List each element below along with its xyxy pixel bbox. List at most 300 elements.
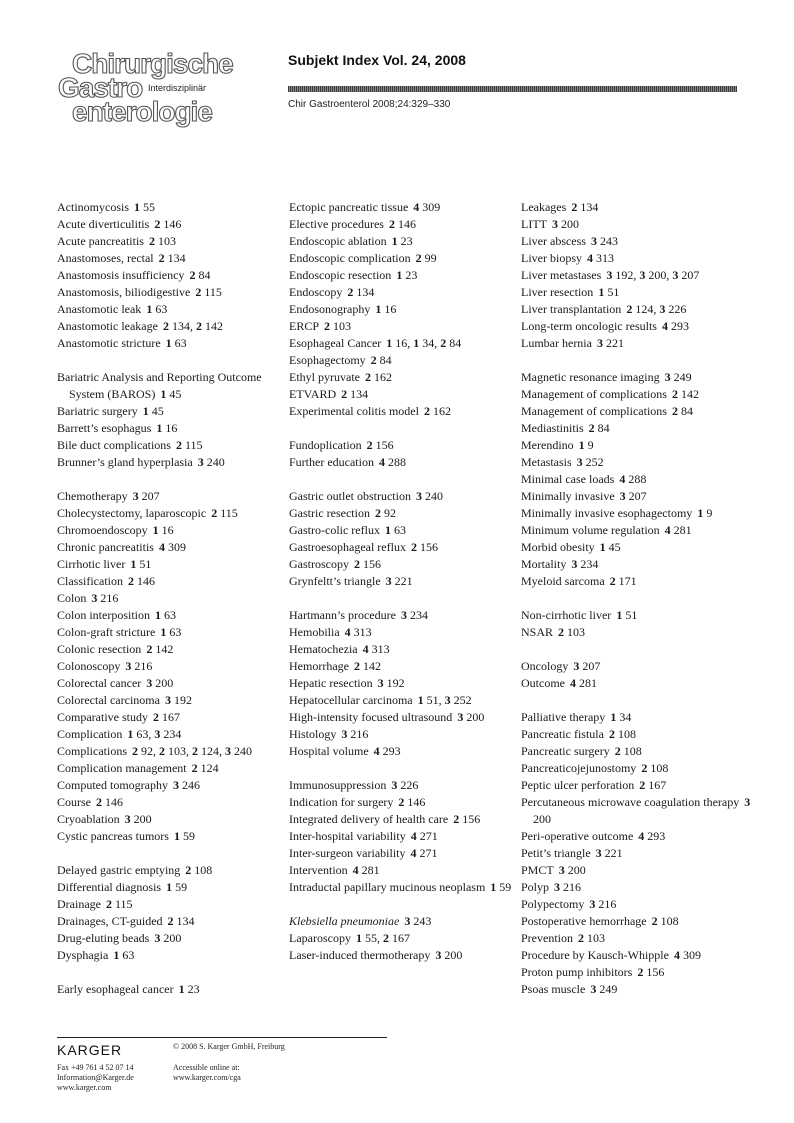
page-references — [416, 489, 443, 503]
index-entry — [289, 641, 517, 658]
index-entry — [289, 794, 517, 811]
page-references — [600, 540, 621, 554]
page-number: 200 — [155, 676, 174, 690]
index-term: Chemotherapy — [57, 489, 128, 503]
index-term: Dysphagia — [57, 948, 109, 962]
page-number: 156 — [375, 438, 394, 452]
issue-number: 2 — [364, 370, 371, 384]
page-number: 167 — [648, 778, 667, 792]
page-references: 3 192, 3 200, 3 207 — [606, 268, 700, 282]
index-term: Anastomotic stricture — [57, 336, 161, 350]
page-references — [411, 846, 438, 860]
page-number: 134 — [580, 200, 599, 214]
page-references — [578, 931, 605, 945]
index-term: Esophageal Cancer — [289, 336, 382, 350]
issue-number: 3 — [457, 710, 464, 724]
page-references — [146, 676, 173, 690]
index-entry — [57, 454, 282, 471]
issue-number: 3 — [639, 268, 646, 282]
index-term: Anastomotic leakage — [57, 319, 158, 333]
page-number: 51 — [607, 285, 620, 299]
issue-number: 4 — [373, 744, 380, 758]
index-term: Myeloid sarcoma — [521, 574, 605, 588]
page-references — [570, 676, 597, 690]
index-term: Colon — [57, 591, 87, 605]
index-entry — [289, 556, 517, 573]
index-term: Inter-surgeon variability — [289, 846, 406, 860]
issue-number: 1 — [160, 387, 167, 401]
page-references — [153, 523, 174, 537]
page-number: 9 — [706, 506, 713, 520]
page-references — [385, 523, 406, 537]
page-number: 84 — [680, 404, 693, 418]
index-entry — [57, 726, 282, 743]
page-number: 115 — [184, 438, 203, 452]
index-entry — [521, 199, 761, 216]
index-entry — [289, 624, 517, 641]
issue-number: 1 — [490, 880, 497, 894]
page-number: 313 — [596, 251, 614, 265]
index-entry — [521, 471, 761, 488]
page-references — [665, 370, 692, 384]
index-entry — [289, 403, 517, 420]
page-number: 23 — [187, 982, 200, 996]
page-number: 200 — [533, 812, 551, 826]
index-term: Barrett’s esophagus — [57, 421, 152, 435]
issue-number: 4 — [413, 200, 420, 214]
page-references — [130, 557, 151, 571]
issue-number: 1 — [130, 557, 137, 571]
page-references: 1 16, 1 34, 2 84 — [386, 336, 462, 350]
page-number: 207 — [141, 489, 160, 503]
index-entry — [289, 930, 517, 947]
index-term: Liver biopsy — [521, 251, 582, 265]
page-number: 63 — [122, 948, 135, 962]
index-term: Minimal case loads — [521, 472, 615, 486]
index-entry — [57, 709, 282, 726]
page-number: 293 — [382, 744, 401, 758]
page-number: 216 — [100, 591, 119, 605]
index-entry — [521, 743, 761, 760]
index-entry — [289, 811, 517, 828]
issue-number: 3 — [404, 914, 411, 928]
index-term: Liver resection — [521, 285, 594, 299]
issue-number: 1 — [616, 608, 623, 622]
issue-number: 2 — [159, 744, 165, 758]
index-term: NSAR — [521, 625, 554, 639]
index-term: Bariatric Analysis and Reporting Outcome System (BAROS) — [57, 370, 262, 401]
issue-number: 4 — [673, 948, 680, 962]
issue-number: 2 — [152, 710, 159, 724]
index-entry — [521, 726, 761, 743]
index-entry — [521, 879, 761, 896]
index-term: Acute diverticulitis — [57, 217, 150, 231]
page-references: 1 51, 3 252 — [417, 693, 472, 707]
index-entry — [289, 216, 517, 233]
index-entry — [57, 658, 282, 675]
header-divider — [288, 86, 737, 92]
index-entry — [57, 199, 282, 216]
index-entry — [521, 488, 761, 505]
index-term: Polypectomy — [521, 897, 585, 911]
issue-number: 1 — [578, 438, 585, 452]
issue-number: 2 — [211, 506, 218, 520]
issue-number: 1 — [386, 336, 393, 350]
issue-number: 2 — [440, 336, 447, 350]
page-references — [375, 302, 396, 316]
index-entry — [289, 318, 517, 335]
issue-number: 3 — [558, 863, 565, 877]
page-number: 156 — [419, 540, 438, 554]
publisher-contact — [57, 1063, 134, 1093]
index-term: Gastro-colic reflux — [289, 523, 380, 537]
issue-number: 4 — [410, 829, 417, 843]
issue-number: 3 — [391, 778, 398, 792]
page-number: 192 — [615, 268, 634, 282]
index-term: Actinomycosis — [57, 200, 129, 214]
page-references — [552, 217, 579, 231]
index-term: Complications — [57, 744, 127, 758]
index-entry — [289, 675, 517, 692]
index-entry — [289, 658, 517, 675]
index-term: Management of complications — [521, 387, 667, 401]
page-references — [697, 506, 712, 520]
page-references — [672, 387, 699, 401]
issue-number: 3 — [146, 676, 153, 690]
index-entry — [57, 488, 282, 505]
issue-number: 1 — [417, 693, 424, 707]
index-term: Anastomosis insufficiency — [57, 268, 185, 282]
page-number: 103 — [567, 625, 586, 639]
index-term: Gastroscopy — [289, 557, 349, 571]
page-references — [374, 744, 401, 758]
index-entry — [289, 828, 517, 845]
issue-number: 3 — [744, 795, 751, 809]
page-references — [367, 438, 394, 452]
page-number: 240 — [424, 489, 443, 503]
issue-number: 3 — [125, 659, 132, 673]
index-entry — [521, 624, 761, 641]
index-entry — [57, 879, 282, 896]
letter-group-gap — [57, 471, 282, 488]
page-references — [113, 948, 134, 962]
index-entry — [57, 369, 282, 403]
index-entry — [289, 267, 517, 284]
page-references — [192, 761, 219, 775]
page-references — [125, 812, 152, 826]
page-number: 281 — [579, 676, 597, 690]
index-entry — [289, 607, 517, 624]
page-title: Subjekt Index Vol. 24, 2008 — [288, 52, 466, 68]
page-number: 200 — [444, 948, 463, 962]
page-references — [365, 370, 392, 384]
index-term: Minimum volume regulation — [521, 523, 660, 537]
index-entry — [521, 267, 761, 284]
page-references — [411, 829, 438, 843]
index-entry — [57, 862, 282, 879]
index-term: Minimally invasive esophagectomy — [521, 506, 693, 520]
index-entry — [289, 692, 517, 709]
index-entry — [289, 709, 517, 726]
page-number: 63 — [169, 625, 182, 639]
index-term: Outcome — [521, 676, 565, 690]
issue-number: 2 — [388, 217, 395, 231]
issue-number: 3 — [659, 302, 666, 316]
page-number: 192 — [386, 676, 405, 690]
index-term: Polyp — [521, 880, 550, 894]
page-number: 108 — [617, 727, 636, 741]
page-number: 115 — [114, 897, 133, 911]
index-term: Course — [57, 795, 91, 809]
index-term: Prevention — [521, 931, 573, 945]
issue-number: 3 — [444, 693, 451, 707]
index-entry — [57, 777, 282, 794]
page-number: 200 — [648, 268, 667, 282]
index-entry — [57, 216, 282, 233]
index-term: Immunosuppression — [289, 778, 387, 792]
index-entry — [57, 573, 282, 590]
index-term: ERCP — [289, 319, 320, 333]
logo-subtitle: Interdisziplinär — [148, 83, 207, 93]
index-entry — [521, 556, 761, 573]
page-number: 63 — [136, 727, 149, 741]
issue-number: 1 — [610, 710, 617, 724]
letter-group-gap — [521, 692, 761, 709]
issue-number: 3 — [197, 455, 204, 469]
index-entry — [521, 216, 761, 233]
issue-number: 2 — [578, 931, 584, 945]
index-entry — [289, 233, 517, 250]
page-references — [160, 625, 181, 639]
index-entry — [57, 539, 282, 556]
index-term: Experimental colitis model — [289, 404, 419, 418]
page-references — [133, 489, 160, 503]
page-number: 124 — [200, 761, 219, 775]
index-entry — [57, 981, 282, 998]
issue-number: 3 — [595, 846, 602, 860]
index-term: Pancreatic surgery — [521, 744, 610, 758]
page-number: 108 — [194, 863, 213, 877]
page-number: 63 — [174, 336, 187, 350]
index-term: Colorectal cancer — [57, 676, 142, 690]
page-number: 234 — [409, 608, 428, 622]
index-entry — [521, 981, 761, 998]
index-term: Hartmann’s procedure — [289, 608, 396, 622]
issue-number: 2 — [453, 812, 460, 826]
index-entry — [289, 250, 517, 267]
index-entry — [521, 777, 761, 794]
copyright-notice: © 2008 S. Karger GmbH, Freiburg — [173, 1042, 285, 1051]
index-term: Proton pump inhibitors — [521, 965, 633, 979]
page-references — [665, 523, 692, 537]
page-number: 200 — [561, 217, 579, 231]
index-entry — [57, 250, 282, 267]
issue-number: 1 — [391, 234, 398, 248]
issue-number: 3 — [554, 880, 561, 894]
page-number: 134 — [356, 285, 375, 299]
issue-number: 2 — [192, 744, 198, 758]
index-column-2 — [289, 199, 517, 964]
issue-number: 2 — [651, 914, 658, 928]
issue-number: 3 — [552, 217, 558, 231]
page-references — [620, 489, 647, 503]
page-references — [154, 217, 181, 231]
page-number: 207 — [582, 659, 601, 673]
issue-number: 4 — [344, 625, 351, 639]
index-term: Procedure by Kausch-Whipple — [521, 948, 669, 962]
index-entry — [521, 658, 761, 675]
page-references — [165, 693, 192, 707]
issue-number: 3 — [124, 812, 131, 826]
issue-number: 2 — [415, 251, 422, 265]
page-number: 55 — [364, 931, 377, 945]
page-references — [195, 285, 222, 299]
issue-number: 3 — [132, 489, 139, 503]
issue-number: 1 — [127, 727, 134, 741]
index-term: Minimally invasive — [521, 489, 615, 503]
issue-number: 2 — [158, 251, 165, 265]
page-references — [146, 642, 173, 656]
letter-group-gap — [57, 352, 282, 369]
page-references — [392, 234, 413, 248]
page-number: 115 — [220, 506, 238, 520]
index-term: Peri-operative outcome — [521, 829, 634, 843]
index-term: Gastroesophageal reflux — [289, 540, 406, 554]
page-number: 146 — [137, 574, 155, 588]
page-number: 45 — [608, 540, 621, 554]
issue-number: 2 — [410, 540, 417, 554]
page-references — [159, 251, 186, 265]
index-entry — [289, 777, 517, 794]
page-number: 142 — [362, 659, 381, 673]
page-number: 103 — [168, 744, 186, 758]
issue-number: 2 — [148, 234, 155, 248]
index-entry — [57, 675, 282, 692]
page-references — [435, 948, 462, 962]
page-references — [106, 897, 133, 911]
issue-number: 4 — [664, 523, 671, 537]
page-number: 146 — [397, 217, 416, 231]
index-entry — [521, 675, 761, 692]
index-column-3 — [521, 199, 761, 998]
page-number: 240 — [206, 455, 225, 469]
issue-number: 2 — [191, 761, 198, 775]
page-number: 309 — [682, 948, 701, 962]
index-term: Bile duct complications — [57, 438, 171, 452]
index-term: Colon interposition — [57, 608, 150, 622]
issue-number: 3 — [589, 897, 596, 911]
index-entry — [57, 335, 282, 352]
page-number: 59 — [182, 829, 195, 843]
index-term: Intraductal papillary mucinous neoplasm — [289, 880, 486, 894]
page-number: 171 — [618, 574, 637, 588]
page-number: 167 — [391, 931, 410, 945]
page-references — [371, 353, 392, 367]
index-term: Early esophageal cancer — [57, 982, 174, 996]
index-entry — [289, 505, 517, 522]
index-entry — [521, 947, 761, 964]
issue-number: 3 — [571, 557, 578, 571]
letter-group-gap — [289, 420, 517, 437]
index-term: PMCT — [521, 863, 554, 877]
page-number: 103 — [333, 319, 352, 333]
index-term: Complication — [57, 727, 123, 741]
index-entry — [57, 743, 282, 760]
index-term: Colon-graft stricture — [57, 625, 156, 639]
page-number: 221 — [604, 846, 623, 860]
page-references — [554, 880, 581, 894]
issue-number: 3 — [377, 676, 384, 690]
page-references — [198, 455, 225, 469]
index-entry — [289, 913, 517, 930]
index-term: Classification — [57, 574, 123, 588]
page-number: 108 — [660, 914, 679, 928]
page-number: 249 — [673, 370, 692, 384]
index-term: Endoscopic resection — [289, 268, 392, 282]
issue-number: 2 — [128, 574, 134, 588]
issue-number: 3 — [664, 370, 671, 384]
page-references — [179, 982, 200, 996]
index-entry — [57, 420, 282, 437]
page-number: 51 — [426, 693, 439, 707]
index-entry — [289, 488, 517, 505]
page-number: 134 — [167, 251, 186, 265]
issue-number: 3 — [590, 234, 597, 248]
page-number: 124 — [201, 744, 219, 758]
page-references — [577, 455, 604, 469]
index-term: Esophagectomy — [289, 353, 366, 367]
page-number: 288 — [628, 472, 647, 486]
page-references — [615, 744, 642, 758]
issue-number: 3 — [576, 455, 583, 469]
issue-number: 2 — [341, 387, 348, 401]
index-term: Morbid obesity — [521, 540, 595, 554]
issue-number: 3 — [573, 659, 580, 673]
index-entry — [289, 284, 517, 301]
page-number: 146 — [105, 795, 123, 809]
page-references — [173, 778, 200, 792]
issue-number: 2 — [353, 659, 360, 673]
page-references — [149, 234, 176, 248]
page-references — [416, 251, 437, 265]
page-number: 226 — [668, 302, 687, 316]
page-references — [128, 574, 155, 588]
index-term: Liver abscess — [521, 234, 586, 248]
index-entry — [521, 284, 761, 301]
index-term: Magnetic resonance imaging — [521, 370, 660, 384]
page-number: 59 — [175, 880, 188, 894]
page-references — [347, 285, 374, 299]
page-references — [379, 455, 406, 469]
index-entry — [521, 607, 761, 624]
index-term: Integrated delivery of health care — [289, 812, 449, 826]
index-term: Grynfeltt’s triangle — [289, 574, 381, 588]
logo-word-gastro: Gastro — [58, 72, 143, 103]
letter-group-gap — [57, 964, 282, 981]
index-entry — [521, 335, 761, 352]
page-number: 51 — [139, 557, 152, 571]
issue-number: 3 — [154, 727, 161, 741]
issue-number: 2 — [374, 506, 381, 520]
index-term: Delayed gastric emptying — [57, 863, 181, 877]
issue-number: 1 — [599, 540, 606, 554]
index-entry — [289, 301, 517, 318]
issue-number: 2 — [641, 761, 648, 775]
index-term: Drug-eluting beads — [57, 931, 150, 945]
index-entry — [521, 301, 761, 318]
issue-number: 4 — [378, 455, 385, 469]
issue-number: 4 — [570, 676, 576, 690]
